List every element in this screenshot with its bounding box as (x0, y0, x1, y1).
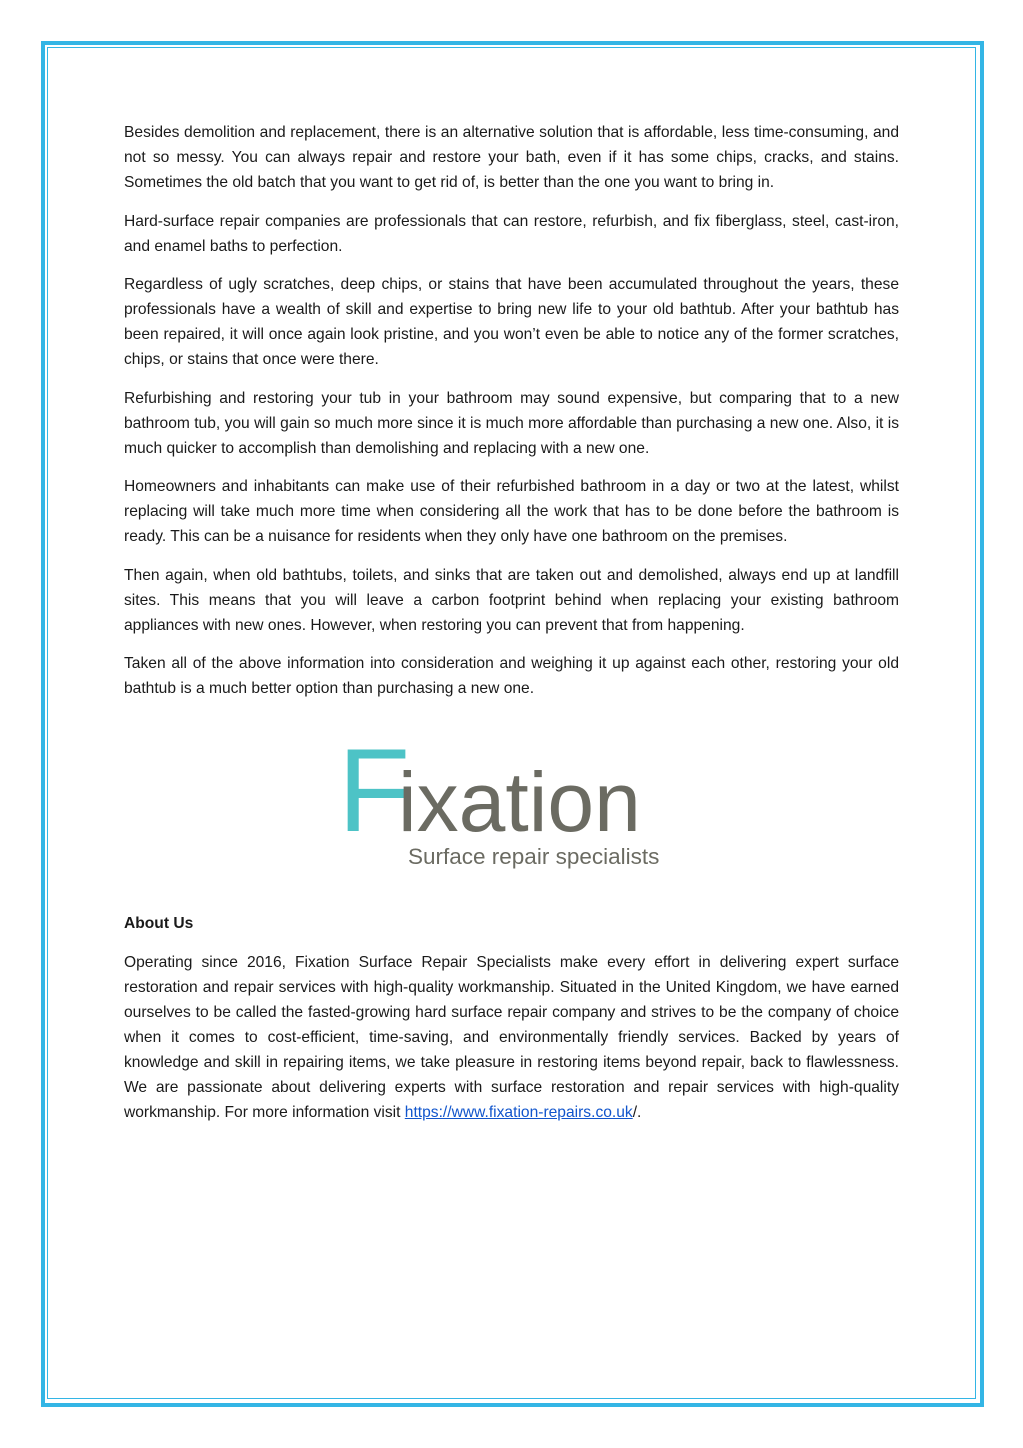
paragraph-alternative-solution: Besides demolition and replacement, there is an alternative solution that is affordable, less time-consuming, and not so messy. You can always repair and restore your bath, even if it has some chips, cracks, and stains. Sometimes the old batch that you want to get rid of, is better than the one you want to bring in. (124, 124, 899, 191)
paragraph-refurbishing-cost: Refurbishing and restoring your tub in your bathroom may sound expensive, but comparing that to a new bathroom tub, you will gain so much more since it is much more affordable than purchasing a new one. Also, it is much quicker to accomplish than demolishing and replacing with a new one. (124, 389, 899, 457)
website-link[interactable]: https://www.fixation-repairs.co.uk (404, 1104, 633, 1121)
paragraph-scratches-chips: Regardless of ugly scratches, deep chips, or stains that have been accumulated throughout the years, these professionals have a wealth of skill and expertise to bring new life to your old bathtub. After your bathtub has been repaired, it will once again look pristine, and you won’t even be able to notice any of the former scratches, chips, or stains that once were there. (124, 276, 899, 368)
about-us-paragraph (124, 950, 899, 1125)
logo-tagline: Surface repair specialists (408, 844, 660, 869)
link-suffix: /. (632, 1104, 642, 1121)
paragraph-landfill: Then again, when old bathtubs, toilets, and sinks that are taken out and demolished, always end up at landfill sites. This means that you will leave a carbon footprint behind when replacing your existing bathroom appliances with new ones. However, when restoring you can prevent that from happening. (124, 566, 899, 634)
about-us-heading: About Us (124, 915, 194, 932)
paragraph-conclusion: Taken all of the above information into consideration and weighing it up against each other, restoring your old bathtub is a much better option than purchasing a new one. (124, 655, 899, 697)
paragraph-homeowners-time: Homeowners and inhabitants can make use of their refurbished bathroom in a day or two at the latest, whilst replacing will take much more time when considering all the work that has to be done before the bathroom is ready. This can be a nuisance for residents when they only have one bathroom on the premises. (124, 478, 899, 545)
logo-wordmark: ixation (398, 755, 641, 849)
logo-initial-f: F (338, 725, 411, 857)
fixation-logo-graphic (338, 721, 688, 871)
about-us-text: Operating since 2016, Fixation Surface Repair Specialists make every effort in delivering expert surface restoration and repair services with high-quality workmanship. Situated in the United Kingdom, we have earned ourselves to be called the fasted-growing hard surface repair company and strives to be the company of choice when it comes to cost-efficient, time-saving, and environmentally friendly services. Backed by years of knowledge and skill in repairing items, we take pleasure in restoring items beyond repair, back to flawlessness. We are passionate about delivering experts with surface restoration and repair services with high-quality workmanship. For more information visit (124, 954, 899, 1121)
paragraph-hard-surface-companies: Hard-surface repair companies are professionals that can restore, refurbish, and fix fiberglass, steel, cast-iron, and enamel baths to perfection. (124, 212, 899, 255)
fixation-logo (124, 721, 899, 911)
document-body (124, 120, 899, 1139)
